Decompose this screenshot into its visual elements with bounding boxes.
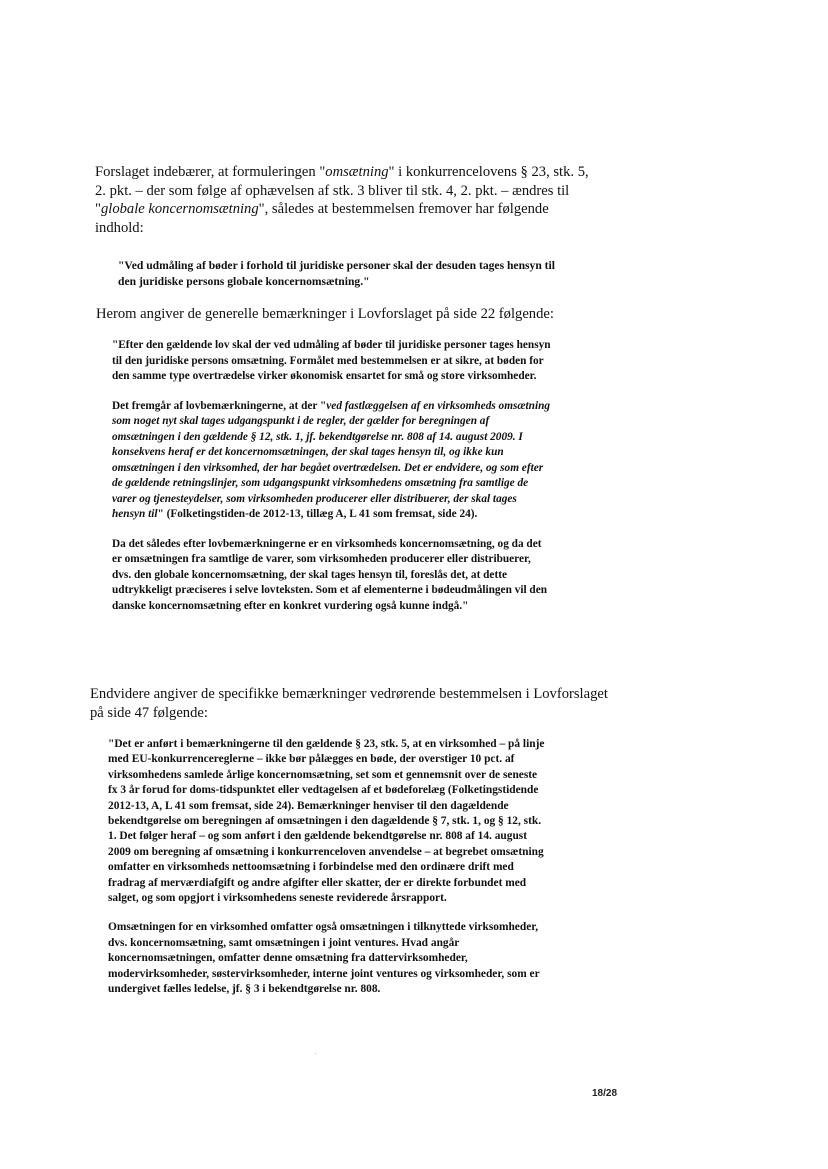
quote-2-paragraph-2 (112, 399, 552, 523)
quote-2-p2-lead: Det fremgår af lovbemærkningerne, at der " (112, 399, 327, 412)
page-number: 18/28 (592, 1088, 618, 1099)
quote-specific-remarks (108, 737, 548, 1012)
intro-term-globale-koncernomsaetning: globale koncernomsætning (100, 201, 259, 217)
quote-3-paragraph-1: "Det er anført i bemærkningerne til den gældende § 23, stk. 5, at en virksomhed – på linje med EU-konkurrencereglerne – ikke bør pålægges en bøde, der overstiger 10 pct. af virksomhedens samlede årlige koncernomsætning, set som et gennemsnit over de seneste fx 3 år forud for doms-tidspunktet eller vedtagelsen af et bødeforelæg (Folketingstidende 2012-13, A, L 41 som fremsat, side 24). Bemærkninger henviser til den dagældende bekendtgørelse om beregningen af omsætningen i den dagældende § 7, stk. 1, og § 12, stk. 1. Det følger heraf – og som anført i den gældende bekendtgørelse nr. 808 af 14. august 2009 om beregning af omsætning i konkurrenceloven anvendelse – at begrebet omsætning omfatter en virksomheds nettoomsætning i forbindelse med den ordinære drift med fradrag af merværdiafgift og andre afgifter eller skatter, der er direkte forbundet med salget, og som opgjort i virksomhedens seneste reviderede årsrapport. (108, 738, 545, 905)
quote-3-paragraph-2: Omsætningen for en virksomhed omfatter også omsætningen i tilknyttede virksomheder, dvs. koncernomsætning, samt omsætningen i joint ventures. Hvad angår koncernomsætningen, omfatter denne omsætning fra dattervirksomheder, modervirksomheder, søstervirksomheder, interne joint ventures og virksomheder, som er undergivet fælles ledelse, jf. § 3 i bekendtgørelse nr. 808. (108, 921, 540, 996)
quote-2-paragraph-1: "Efter den gældende lov skal der ved udmåling af bøder til juridiske personer tages hensyn til den juridiske persons omsætning. Formålet med bestemmelsen er at sikre, at bøden for den samme type overtrædelse virker økonomisk ensartet for små og store virksomheder. (112, 339, 551, 382)
intro-text-2: " i konkurrencelovens § 23, stk. 5, 2. pkt. – der som følge af ophævelsen af stk. 3 bliver til stk. 4, 2. pkt. – ændres til " (95, 164, 589, 217)
quote-2-p2-italic: ved fastlæggelsen af en virksomheds omsætning som noget nyt skal tages udgangspunkt i de regler, der gælder for beregningen af omsætningen i den gældende § 12, stk. 1, jf. bekendtgørelse nr. 808 af 14. august 2009. I konsekvens heraf er det koncernomsætningen, der skal tages hensyn til, og ikke kun omsætningen i den virksomhed, der har begået overtrædelsen. Det er endvidere, og som efter de gældende retningslinjer, som udgangspunkt virksomhedens omsætning fra samtlige de varer og tjenesteydelser, som virksomheden producerer eller distribuerer, der skal tages hensyn til (112, 399, 551, 520)
intro-text-1: Forslaget indebærer, at formuleringen " (95, 164, 326, 180)
intro-paragraph (95, 163, 600, 237)
heading-general-remarks: Herom angiver de generelle bemærkninger i Lovforslaget på side 22 følgende: (96, 306, 554, 322)
quote-general-remarks (112, 338, 552, 628)
intro-text-3: ", således at bestemmelsen fremover har følgende indhold: (95, 201, 549, 236)
quote-2-p2-tail: " (Folketingstiden-de 2012-13, tillæg A, L 41 som fremsat, side 24). (157, 508, 478, 520)
heading-specific-remarks: Endvidere angiver de specifikke bemærkninger vedrørende bestemmelsen i Lovforslaget på side 47 følgende: (90, 686, 608, 721)
quote-2-paragraph-3: Da det således efter lovbemærkningerne er en virksomheds koncernomsætning, og da det er omsætningen fra samtlige de varer, som virksomheden producerer eller distribuerer, dvs. den globale koncernomsætning, der skal tages hensyn til, foreslås det, at dette udtrykkeligt præciseres i selve lovteksten. Som et af elementerne i bødeudmålingen vil den danske koncernomsætning efter en konkret vurdering også kunne indgå." (112, 537, 548, 612)
intro-term-omsaetning: omsætning (325, 164, 389, 180)
quote-law-text: "Ved udmåling af bøder i forhold til juridiske personer skal der desuden tages hensyn til den juridiske persons globale koncernomsætning." (118, 259, 555, 288)
scan-speck (315, 1053, 316, 1054)
